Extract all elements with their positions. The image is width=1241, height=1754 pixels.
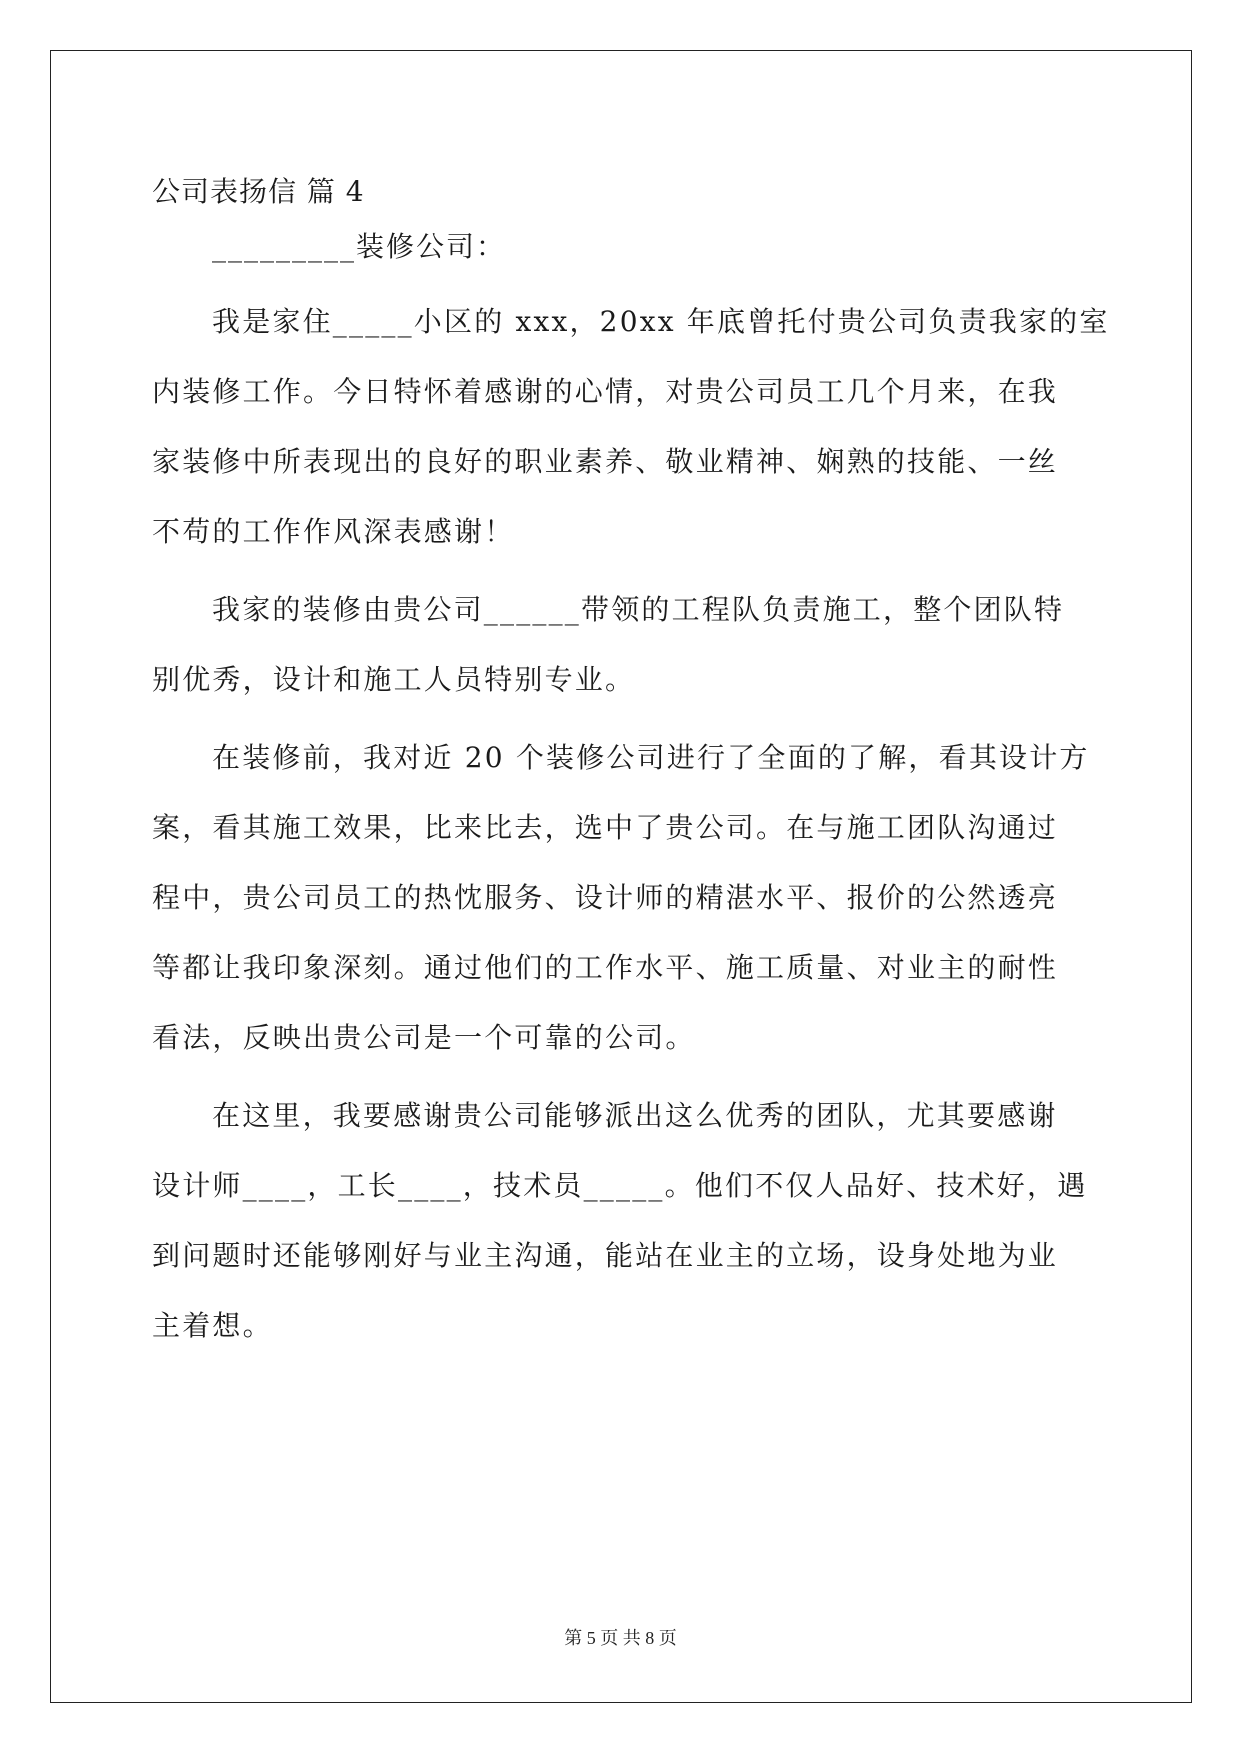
paragraph-3-line-4: 等都让我印象深刻。通过他们的工作水平、施工质量、对业主的耐性 [152,951,1059,984]
paragraph-3-line-5: 看法，反映出贵公司是一个可靠的公司。 [152,1021,696,1054]
paragraph-4-line-1: 在这里，我要感谢贵公司能够派出这么优秀的团队，尤其要感谢 [212,1099,1058,1132]
page-border [50,50,1192,1703]
paragraph-2-line-1: 我家的装修由贵公司______带领的工程队负责施工，整个团队特 [212,593,1065,626]
paragraph-3-line-1: 在装修前，我对近 20 个装修公司进行了全面的了解，看其设计方 [212,741,1090,774]
paragraph-3-line-3: 程中，贵公司员工的热忱服务、设计师的精湛水平、报价的公然透亮 [152,881,1059,914]
paragraph-1-line-1: 我是家住_____小区的 xxx，20xx 年底曾托付贵公司负责我家的室 [212,305,1110,338]
paragraph-1-line-4: 不苟的工作作风深表感谢！ [152,515,515,548]
paragraph-2-line-2: 别优秀，设计和施工人员特别专业。 [152,663,636,696]
page-footer: 第 5 页 共 8 页 [564,1628,677,1648]
paragraph-1-line-2: 内装修工作。今日特怀着感谢的心情，对贵公司员工几个月来，在我 [152,375,1059,408]
paragraph-4-line-3: 到问题时还能够刚好与业主沟通，能站在业主的立场，设身处地为业 [152,1239,1059,1272]
paragraph-4-line-2: 设计师____，工长____，技术员_____。他们不仅人品好、技术好，遇 [152,1169,1088,1202]
salutation: _________装修公司： [212,230,507,263]
paragraph-4-line-4: 主着想。 [152,1309,273,1342]
paragraph-3-line-2: 案，看其施工效果，比来比去，选中了贵公司。在与施工团队沟通过 [152,811,1059,844]
document-title: 公司表扬信 篇 4 [152,175,365,208]
paragraph-1-line-3: 家装修中所表现出的良好的职业素养、敬业精神、娴熟的技能、一丝 [152,445,1059,478]
